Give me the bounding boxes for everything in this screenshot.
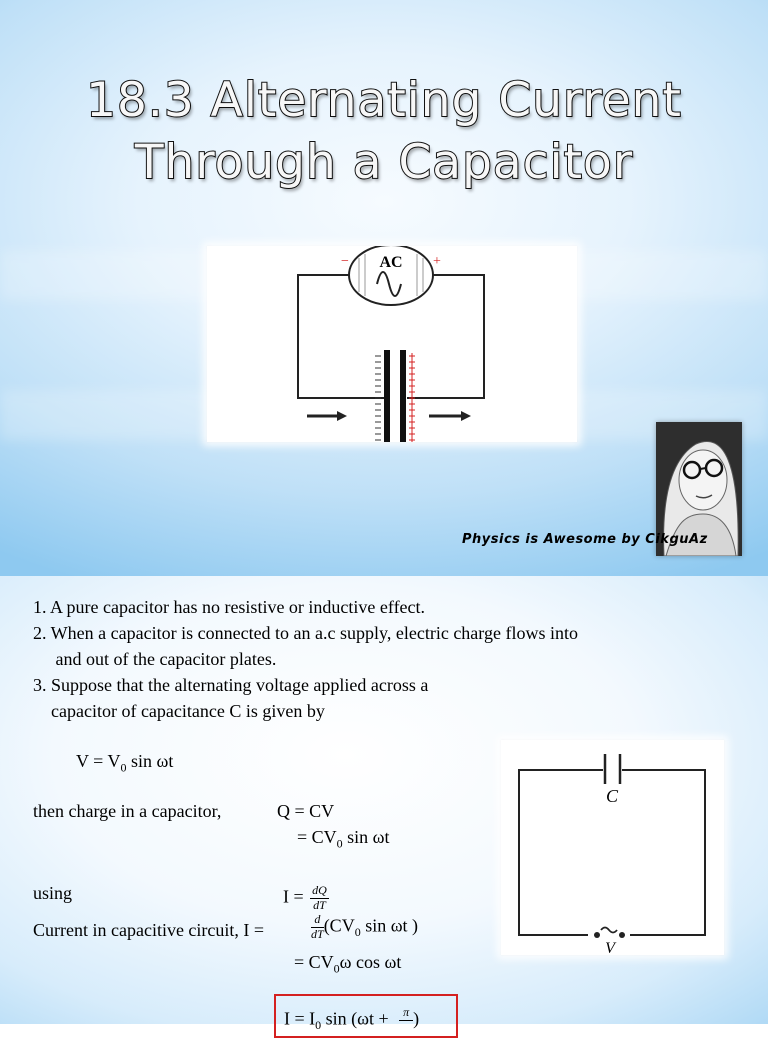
equation-current-result: = $CV_0\omega$ cos ωt [294,952,402,976]
point-2: 2. When a capacitor is connected to an a.c supply, electric charge flows into [33,623,578,643]
point-2-continued: and out of the capacitor plates. [33,649,277,669]
terminal-dot-icon [594,932,600,938]
using-label: using [33,883,73,903]
positive-charge-mark [409,377,415,383]
capacitor-right-plate [400,350,406,442]
positive-charge-mark [409,431,415,437]
equation-voltage: $V = V_0$ sin ωt [76,751,174,775]
arrow-head-icon [337,411,347,421]
positive-charges [409,353,415,442]
positive-charge-mark [409,371,415,377]
author-credit: Physics is Awesome by CikguAz [462,532,708,547]
equation-current-derivative: $\frac{d}{dT}$ ($CV_0$ sin ωt ) [311,912,419,941]
positive-charge-mark [409,383,415,389]
positive-charge-mark [409,419,415,425]
positive-charge-mark [409,401,415,407]
capacitor-ac-circuit-diagram [207,246,577,442]
equation-current-definition: I = $\frac{dQ}{dT}$ [283,883,327,912]
positive-charge-mark [409,359,415,365]
charge-label: then charge in a capacitor, [33,801,222,821]
positive-charge-mark [409,407,415,413]
circuit-svg [207,246,577,442]
ac-label: AC [379,254,403,271]
minus-terminal: − [341,254,349,269]
point-3-continued: capacitor of capacitance C is given by [33,701,325,721]
terminal-dot-icon [619,932,625,938]
slide-title-line-1: 18.3 Alternating Current [86,73,682,128]
positive-charge-mark [409,437,415,442]
arrow-head-icon [461,411,471,421]
slide-title-line-2: Through a Capacitor [134,135,634,190]
negative-charges [375,356,381,440]
positive-charge-mark [409,425,415,431]
voltage-label: V [605,940,615,955]
point-1: 1. A pure capacitor has no resistive or inductive effect. [33,597,426,617]
current-label: Current in capacitive circuit, I = [33,920,265,940]
positive-charge-mark [409,353,415,359]
equation-charge: Q = CV [277,801,335,821]
point-3: 3. Suppose that the alternating voltage applied across a [33,675,429,695]
positive-charge-mark [409,389,415,395]
capacitor-circuit-svg [501,740,724,955]
positive-charge-mark [409,413,415,419]
capacitor-left-plate [384,350,390,442]
equation-charge-expanded: = $CV_0$ sin ωt [297,827,390,851]
ac-symbol-icon [601,928,617,933]
equation-final: $I = I_0$ sin (ωt + π ) [284,1005,420,1033]
capacitor-label: C [605,786,619,806]
positive-charge-mark [409,365,415,371]
capacitor-circuit-diagram [501,740,724,955]
positive-charge-mark [409,395,415,401]
plus-terminal: + [433,254,441,269]
